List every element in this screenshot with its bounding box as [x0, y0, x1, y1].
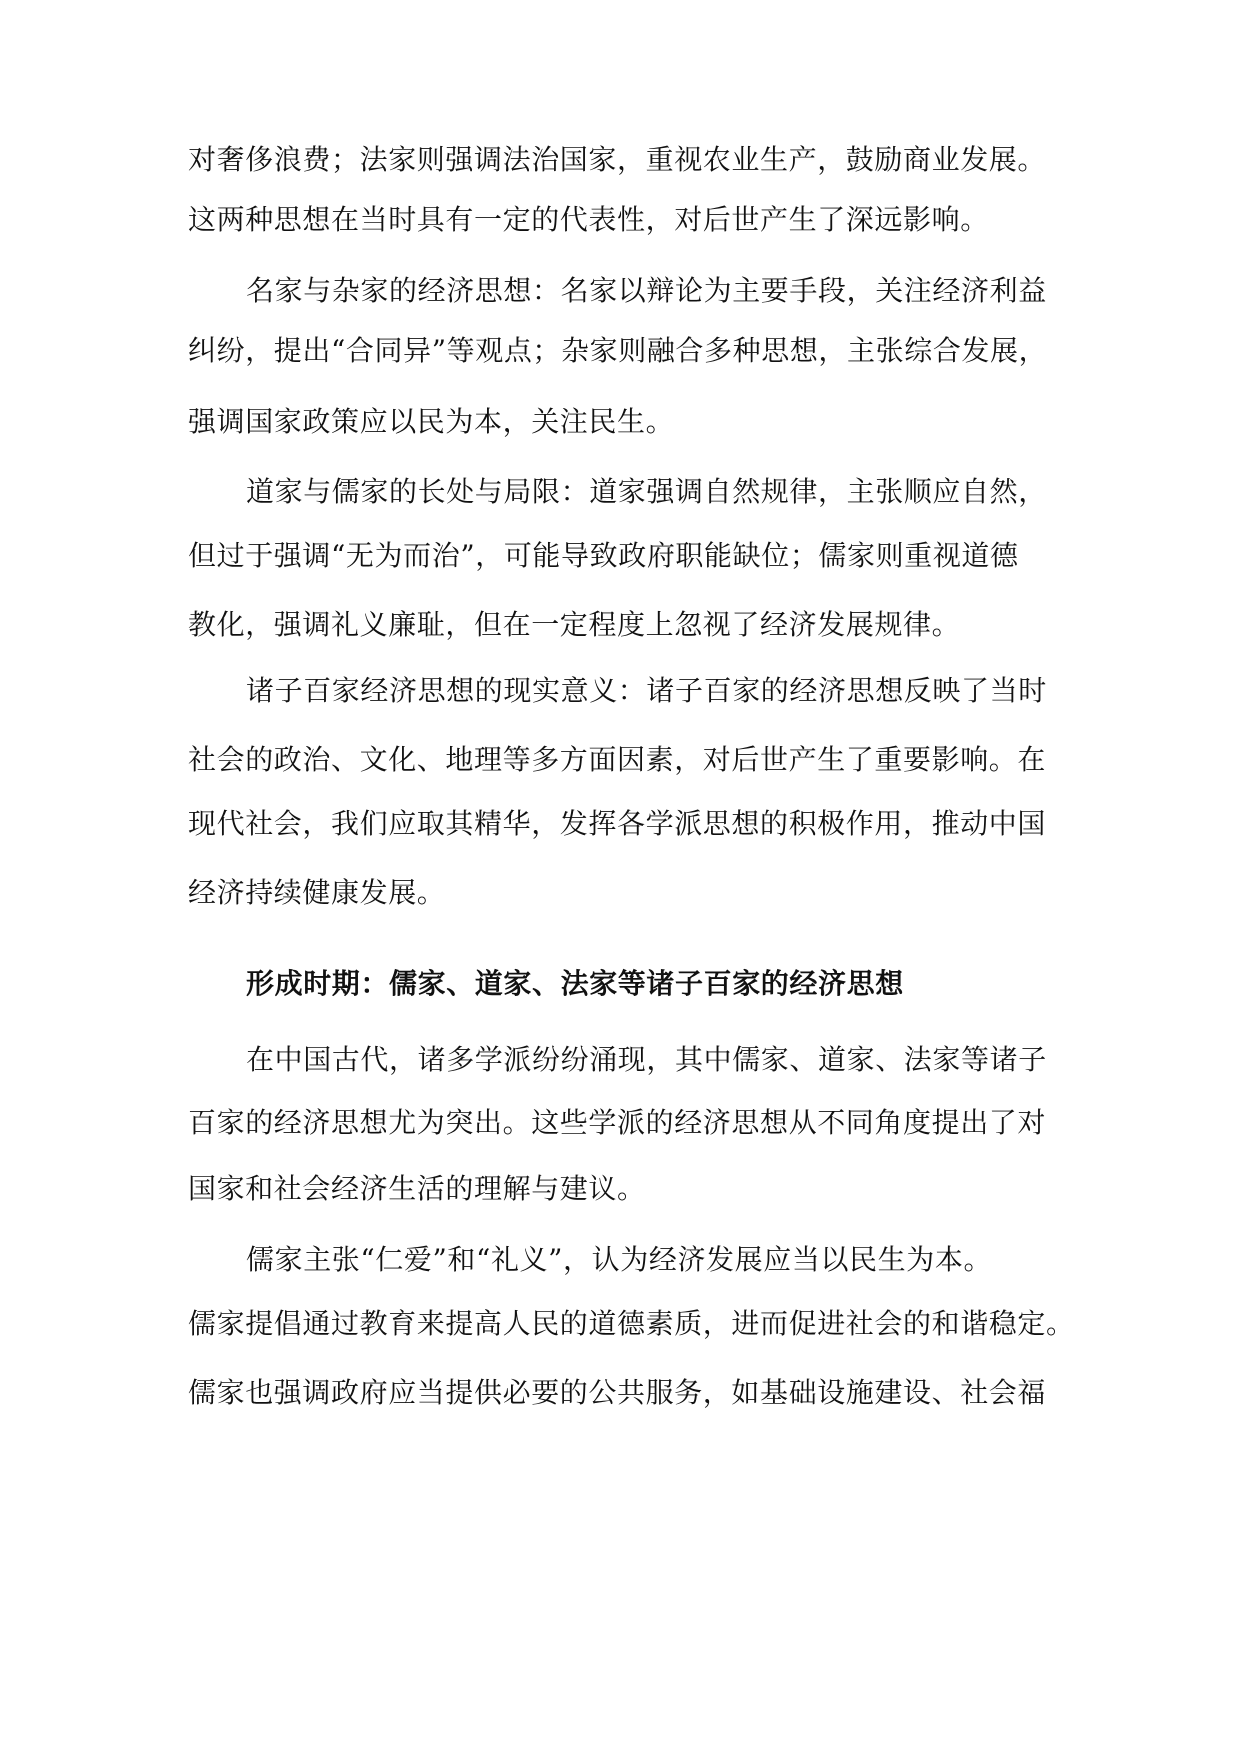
text-line: 对奢侈浪费；法家则强调法治国家，重视农业生产，鼓励商业发展。 [188, 143, 1047, 176]
text-line: 但过于强调“无为而治”，可能导致政府职能缺位；儒家则重视道德 [188, 539, 1019, 572]
text-line: 儒家也强调政府应当提供必要的公共服务，如基础设施建设、社会福 [188, 1376, 1047, 1409]
text-line: 百家的经济思想尤为突出。这些学派的经济思想从不同角度提出了对 [188, 1106, 1047, 1139]
text-line: 教化，强调礼义廉耻，但在一定程度上忽视了经济发展规律。 [188, 608, 961, 641]
text-line: 现代社会，我们应取其精华，发挥各学派思想的积极作用，推动中国 [188, 807, 1047, 840]
paragraph-first-line: 儒家主张“仁爱”和“礼义”，认为经济发展应当以民生为本。 [246, 1243, 993, 1276]
text-line: 强调国家政策应以民为本，关注民生。 [188, 405, 675, 438]
text-line: 社会的政治、文化、地理等多方面因素，对后世产生了重要影响。在 [188, 743, 1047, 776]
text-line: 国家和社会经济生活的理解与建议。 [188, 1172, 646, 1205]
paragraph-first-line: 诸子百家经济思想的现实意义：诸子百家的经济思想反映了当时 [246, 674, 1047, 707]
paragraph-first-line: 道家与儒家的长处与局限：道家强调自然规律，主张顺应自然， [246, 475, 1047, 508]
paragraph-first-line: 名家与杂家的经济思想：名家以辩论为主要手段，关注经济利益 [246, 274, 1047, 307]
text-line: 纠纷，提出“合同异”等观点；杂家则融合多种思想，主张综合发展， [188, 334, 1048, 367]
text-line: 经济持续健康发展。 [188, 876, 446, 909]
text-line: 这两种思想在当时具有一定的代表性，对后世产生了深远影响。 [188, 203, 989, 236]
paragraph-first-line: 在中国古代，诸多学派纷纷涌现，其中儒家、道家、法家等诸子 [246, 1043, 1047, 1076]
text-line: 儒家提倡通过教育来提高人民的道德素质，进而促进社会的和谐稳定。 [188, 1307, 1075, 1340]
section-heading: 形成时期：儒家、道家、法家等诸子百家的经济思想 [246, 967, 904, 1000]
